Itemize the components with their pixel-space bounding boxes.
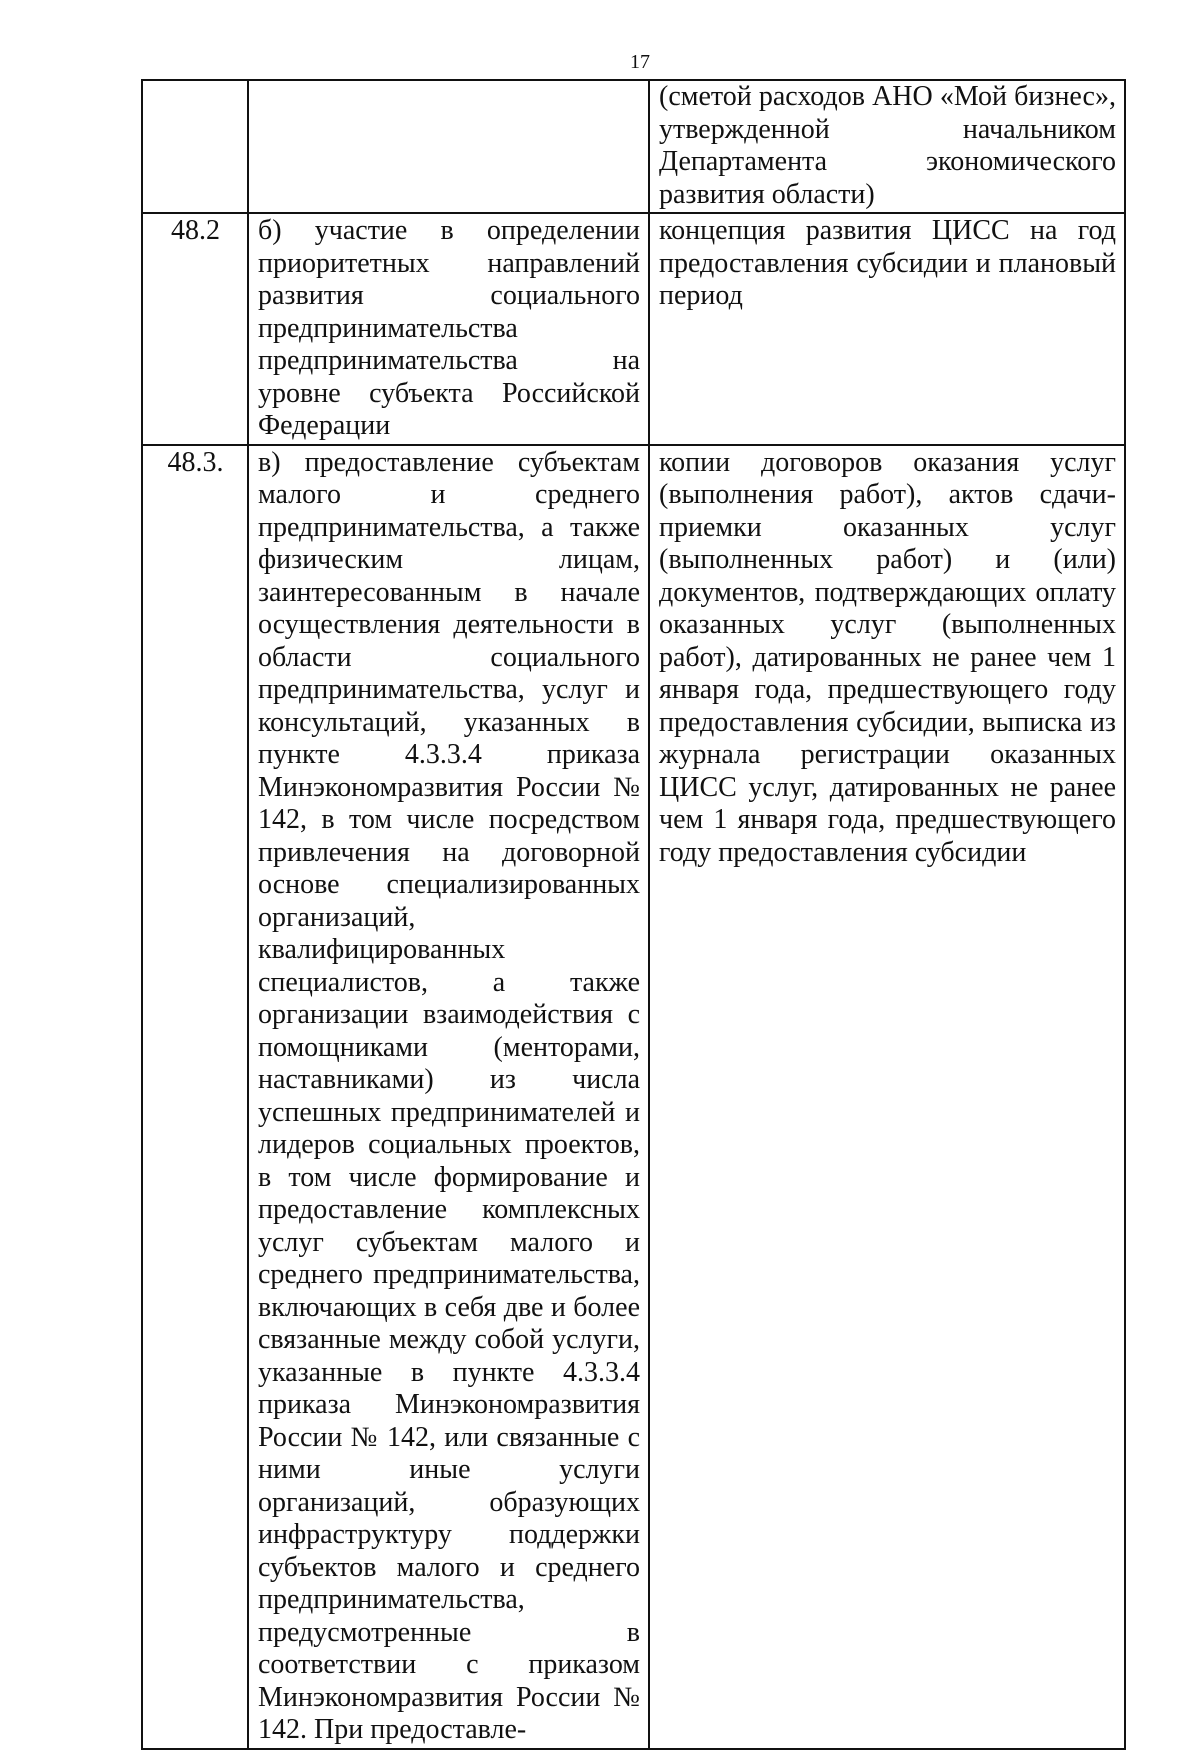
description-cell: [248, 80, 649, 213]
documents-cell: (сметой расходов АНО «Мой бизнес», утвержденной начальником Департамента экономического развития области): [649, 80, 1125, 213]
requirements-table: [141, 79, 1126, 1750]
documents-cell: концепция развития ЦИСС на год предоставления субсидии и плановый период: [649, 213, 1125, 445]
table-row: [142, 445, 1125, 1749]
row-number-cell: 48.3.: [142, 445, 248, 1749]
documents-cell: копии договоров оказания услуг (выполнения работ), актов сдачи-приемки оказанных услуг (выполненных работ) и (или) документов, подтверждающих оплату оказанных услуг (выполненных работ), датированных не ранее чем 1 января года, предшествующего году предоставления субсидии, выписка из журнала регистрации оказанных ЦИСС услуг, датированных не ранее чем 1 января года, предшествующего году предоставления субсидии: [649, 445, 1125, 1749]
row-number-cell: 48.2: [142, 213, 248, 445]
table-row: [142, 80, 1125, 213]
page-number: 17: [630, 51, 650, 73]
description-cell: б) участие в определении приоритетных направлений развития социального предпринимательства предпринимательства на уровне субъекта Российской Федерации: [248, 213, 649, 445]
description-cell: в) предоставление субъектам малого и среднего предпринимательства, а также физическим лицам, заинтересованным в начале осуществления деятельности в области социального предпринимательства, услуг и консультаций, указанных в пункте 4.3.3.4 приказа Минэкономразвития России № 142, в том числе посредством привлечения на договорной основе специализированных организаций, квалифицированных специалистов, а также организации взаимодействия с помощниками (менторами, наставниками) из числа успешных предпринимателей и лидеров социальных проектов, в том числе формирование и предоставление комплексных услуг субъектам малого и среднего предпринимательства, включающих в себя две и более связанные между собой услуги, указанные в пункте 4.3.3.4 приказа Минэкономразвития России № 142, или связанные с ними иные услуги организаций, образующих инфраструктуру поддержки субъектов малого и среднего предпринимательства, предусмотренные в соответствии с приказом Минэкономразвития России № 142. При предоставле-: [248, 445, 649, 1749]
row-number-cell: [142, 80, 248, 213]
table-row: [142, 213, 1125, 445]
